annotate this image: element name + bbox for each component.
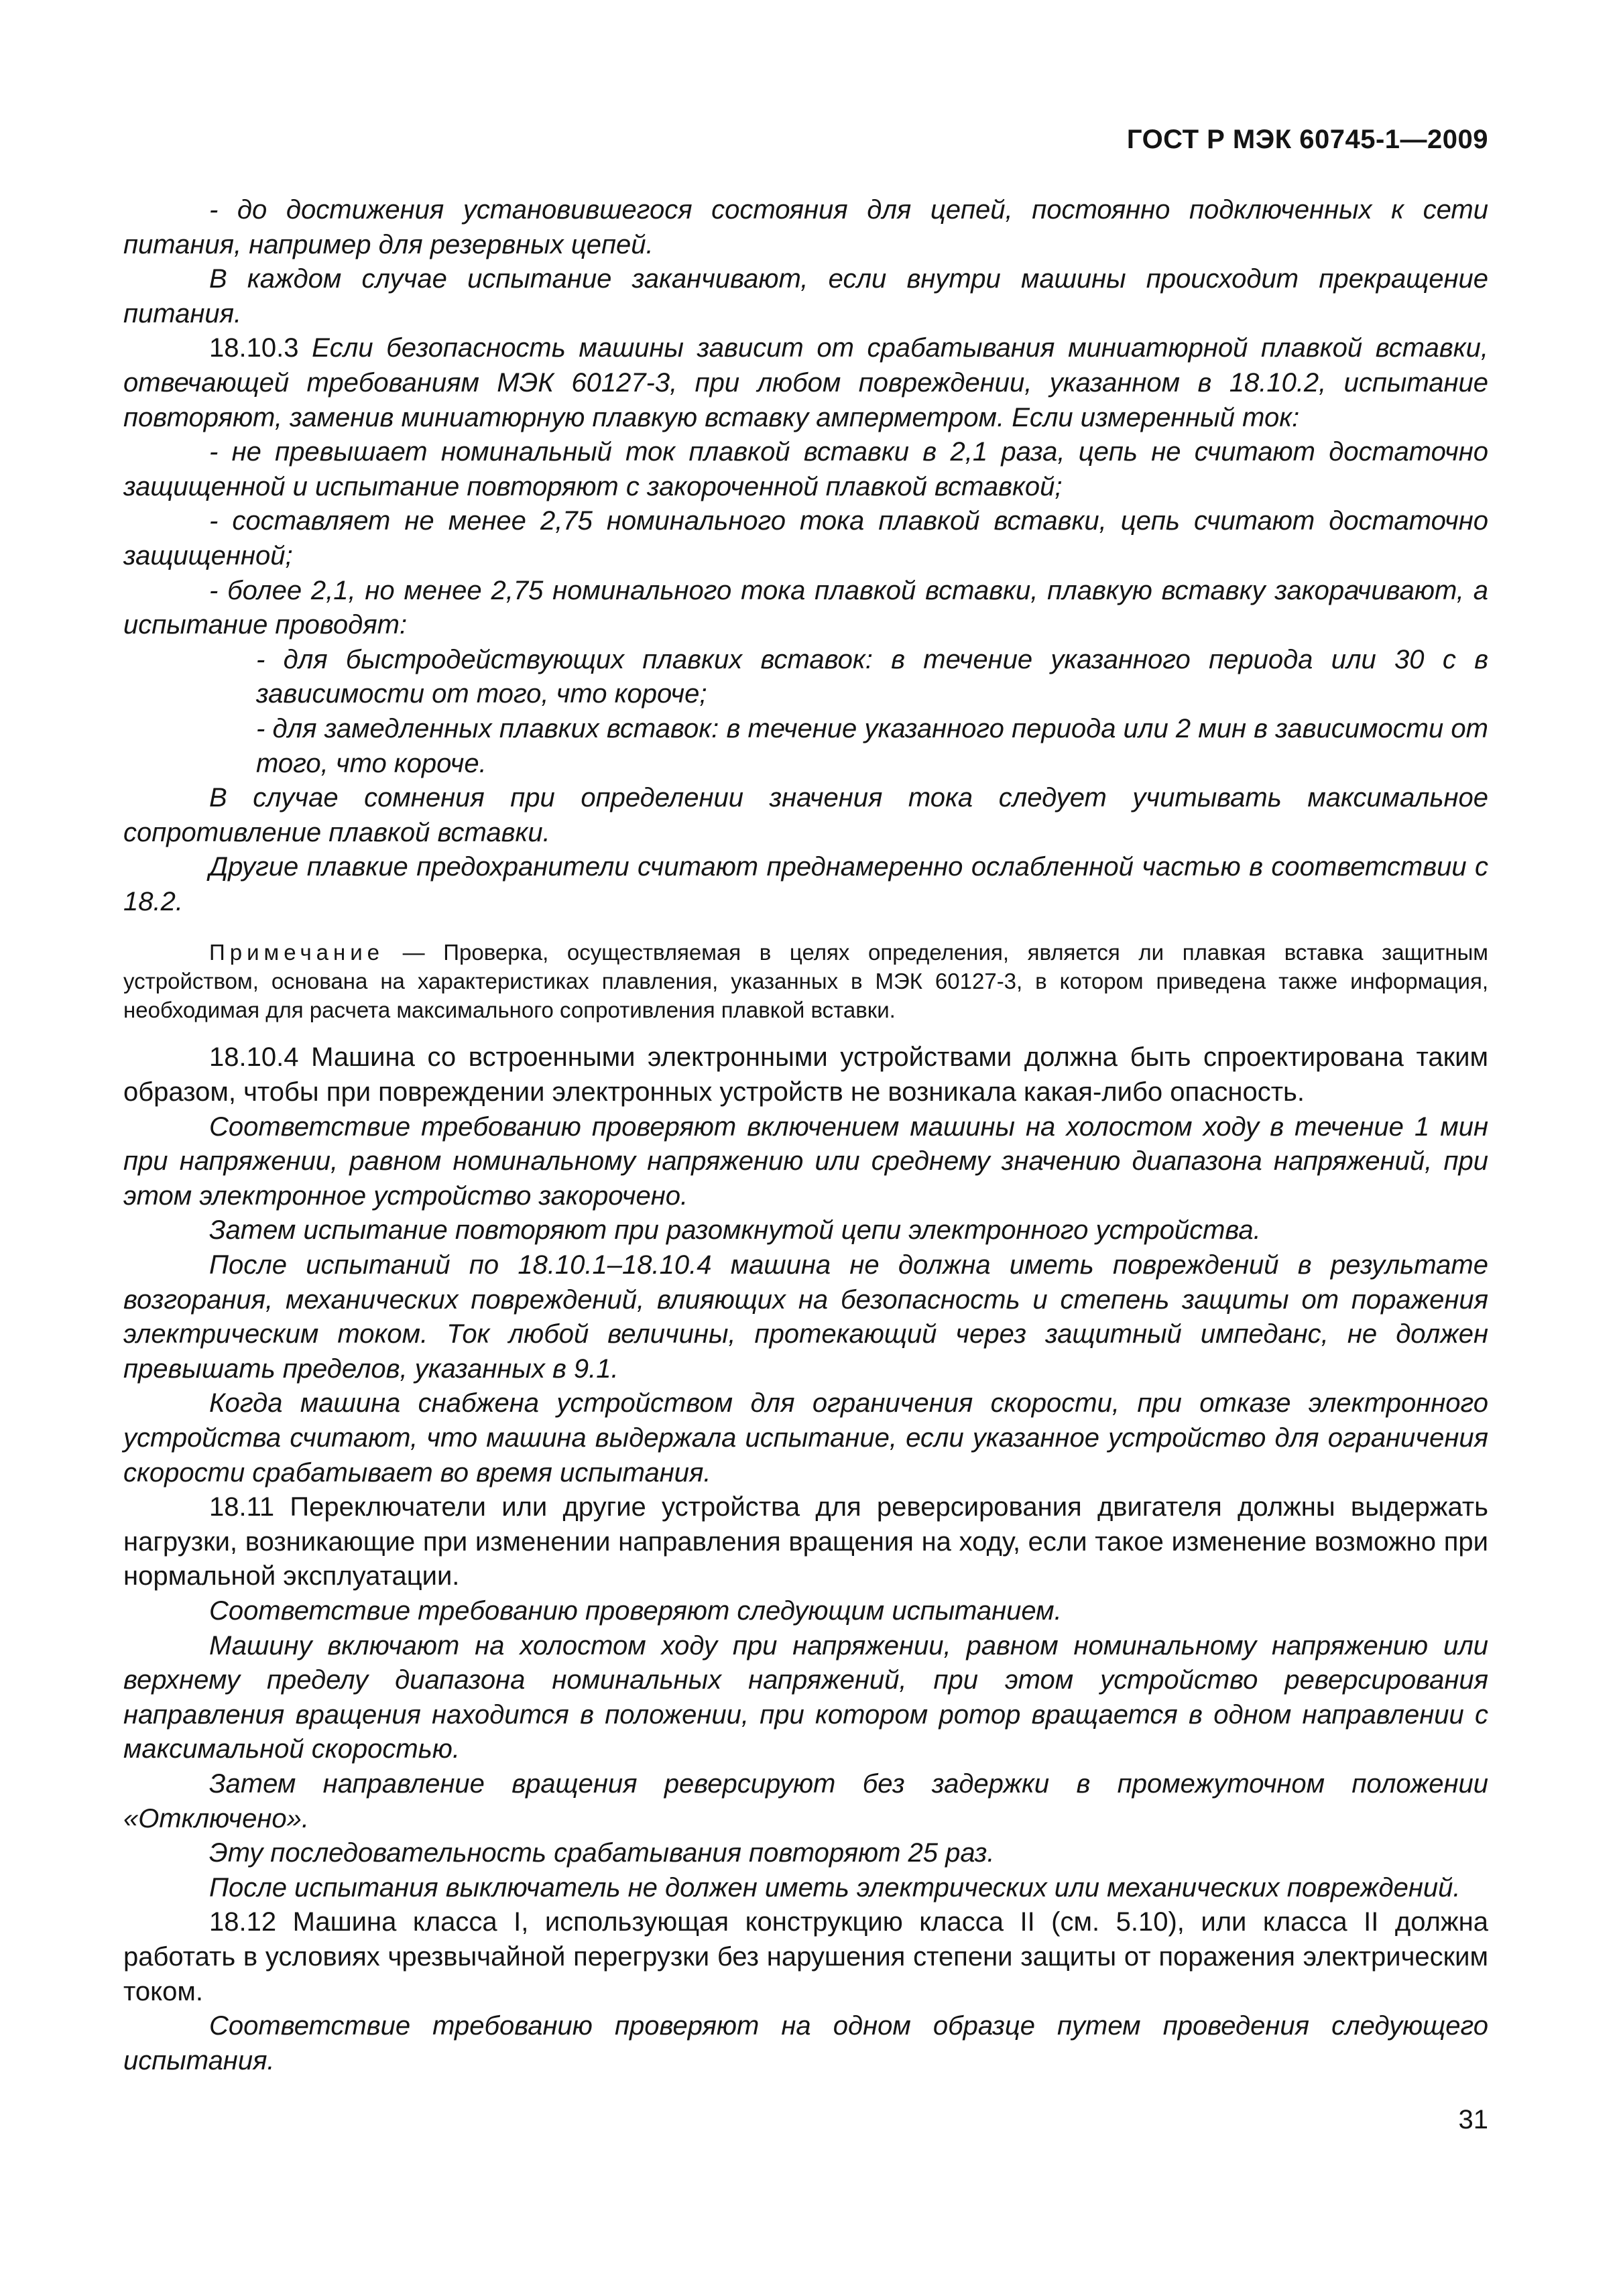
paragraph: 18.12 Машина класса I, использующая конструкцию класса II (см. 5.10), или класса II должна работать в условиях чрезвычайной перегрузки без нарушения степени защиты от поражения электрическим током. <box>123 1907 1488 2006</box>
page-number: 31 <box>1458 2105 1488 2134</box>
paragraph <box>123 331 1488 435</box>
paragraph: В случае сомнения при определении значения тока следует учитывать максимальное сопротивление плавкой вставки. <box>123 783 1488 847</box>
clause-number: 18.10.3 <box>209 333 299 363</box>
paragraph: Соответствие требованию проверяют на одном образце путем проведения следующего испытания. <box>123 2011 1488 2075</box>
paragraph: Соответствие требованию проверяют включением машины на холостом ходу в течение 1 мин при напряжении, равном номинальному напряжению или среднему значению диапазона напряжений, при этом электронное устройство закорочено. <box>123 1111 1488 1211</box>
note-text: — Проверка, осуществляемая в целях определения, является ли плавкая вставка защитным устройством, основана на характеристиках плавления, указанных в МЭК 60127-3, в котором приведена также информация, необходимая для расчета максимального сопротивления плавкой вставки. <box>123 940 1488 1023</box>
paragraph: 18.11 Переключатели или другие устройства для реверсирования двигателя должны выдержать нагрузки, возникающие при изменении направления вращения на ходу, если такое изменение возможно при нормальной эксплуатации. <box>123 1492 1488 1591</box>
page-body <box>123 193 1488 2078</box>
paragraph: Машину включают на холостом ходу при напряжении, равном номинальному напряжению или верхнему пределу диапазона номинальных напряжений, при этом устройство реверсирования направления вращения находится в положении, при котором ротор вращается в одном направлении с максимальной скоростью. <box>123 1630 1488 1764</box>
paragraph: После испытания выключатель не должен иметь электрических или механических повреждений. <box>209 1872 1461 1902</box>
paragraph: - составляет не менее 2,75 номинального тока плавкой вставки, цепь считают достаточно защищенной; <box>123 506 1488 570</box>
paragraph: Соответствие требованию проверяют следующим испытанием. <box>209 1595 1062 1626</box>
paragraph: После испытаний по 18.10.1–18.10.4 машина не должна иметь повреждений в результате возгорания, механических повреждений, влияющих на безопасность и степень защиты от поражения электрическим током. Ток любой величины, протекающий через защитный импеданс, не должен превышать пределов, указанных в 9.1. <box>123 1250 1488 1384</box>
paragraph: - до достижения установившегося состояния для цепей, постоянно подключенных к сети питания, например для резервных цепей. <box>123 195 1488 259</box>
paragraph: - более 2,1, но менее 2,75 номинального тока плавкой вставки, плавкую вставку закорачивают, а испытание проводят: <box>123 575 1488 640</box>
paragraph: Другие плавкие предохранители считают преднамеренно ослабленной частью в соответствии с 18.2. <box>123 852 1488 916</box>
note <box>123 938 1488 1024</box>
paragraph: В каждом случае испытание заканчивают, если внутри машины происходит прекращение питания. <box>123 264 1488 328</box>
paragraph: Эту последовательность срабатывания повторяют 25 раз. <box>209 1838 995 1868</box>
page-header: ГОСТ Р МЭК 60745-1—2009 <box>1126 125 1488 154</box>
paragraph: Затем направление вращения реверсируют без задержки в промежуточном положении «Отключено». <box>123 1768 1488 1833</box>
sub-item: - для замедленных плавких вставок: в течение указанного периода или 2 мин в зависимости от того, что короче. <box>256 713 1488 778</box>
paragraph: Затем испытание повторяют при разомкнутой цепи электронного устройства. <box>209 1215 1261 1246</box>
clause-text: Если безопасность машины зависит от срабатывания миниатюрной плавкой вставки, отвечающей требованиям МЭК 60127-3, при любом повреждении, указанном в 18.10.2, испытание повторяют, заменив миниатюрную плавкую вставку амперметром. Если измеренный ток: <box>123 333 1488 432</box>
paragraph: Когда машина снабжена устройством для ограничения скорости, при отказе электронного устройства считают, что машина выдержала испытание, если указанное устройство для ограничения скорости срабатывает во время испытания. <box>123 1388 1488 1488</box>
sub-item: - для быстродействующих плавких вставок: в течение указанного периода или 30 с в зависимости от того, что короче; <box>256 644 1488 709</box>
paragraph: - не превышает номинальный ток плавкой вставки в 2,1 раза, цепь не считают достаточно защищенной и испытание повторяют с закороченной плавкой вставкой; <box>123 437 1488 501</box>
note-label: Примечание <box>209 940 385 965</box>
paragraph: 18.10.4 Машина со встроенными электронными устройствами должна быть спроектирована таким образом, чтобы при повреждении электронных устройств не возникала какая-либо опасность. <box>123 1042 1488 1107</box>
